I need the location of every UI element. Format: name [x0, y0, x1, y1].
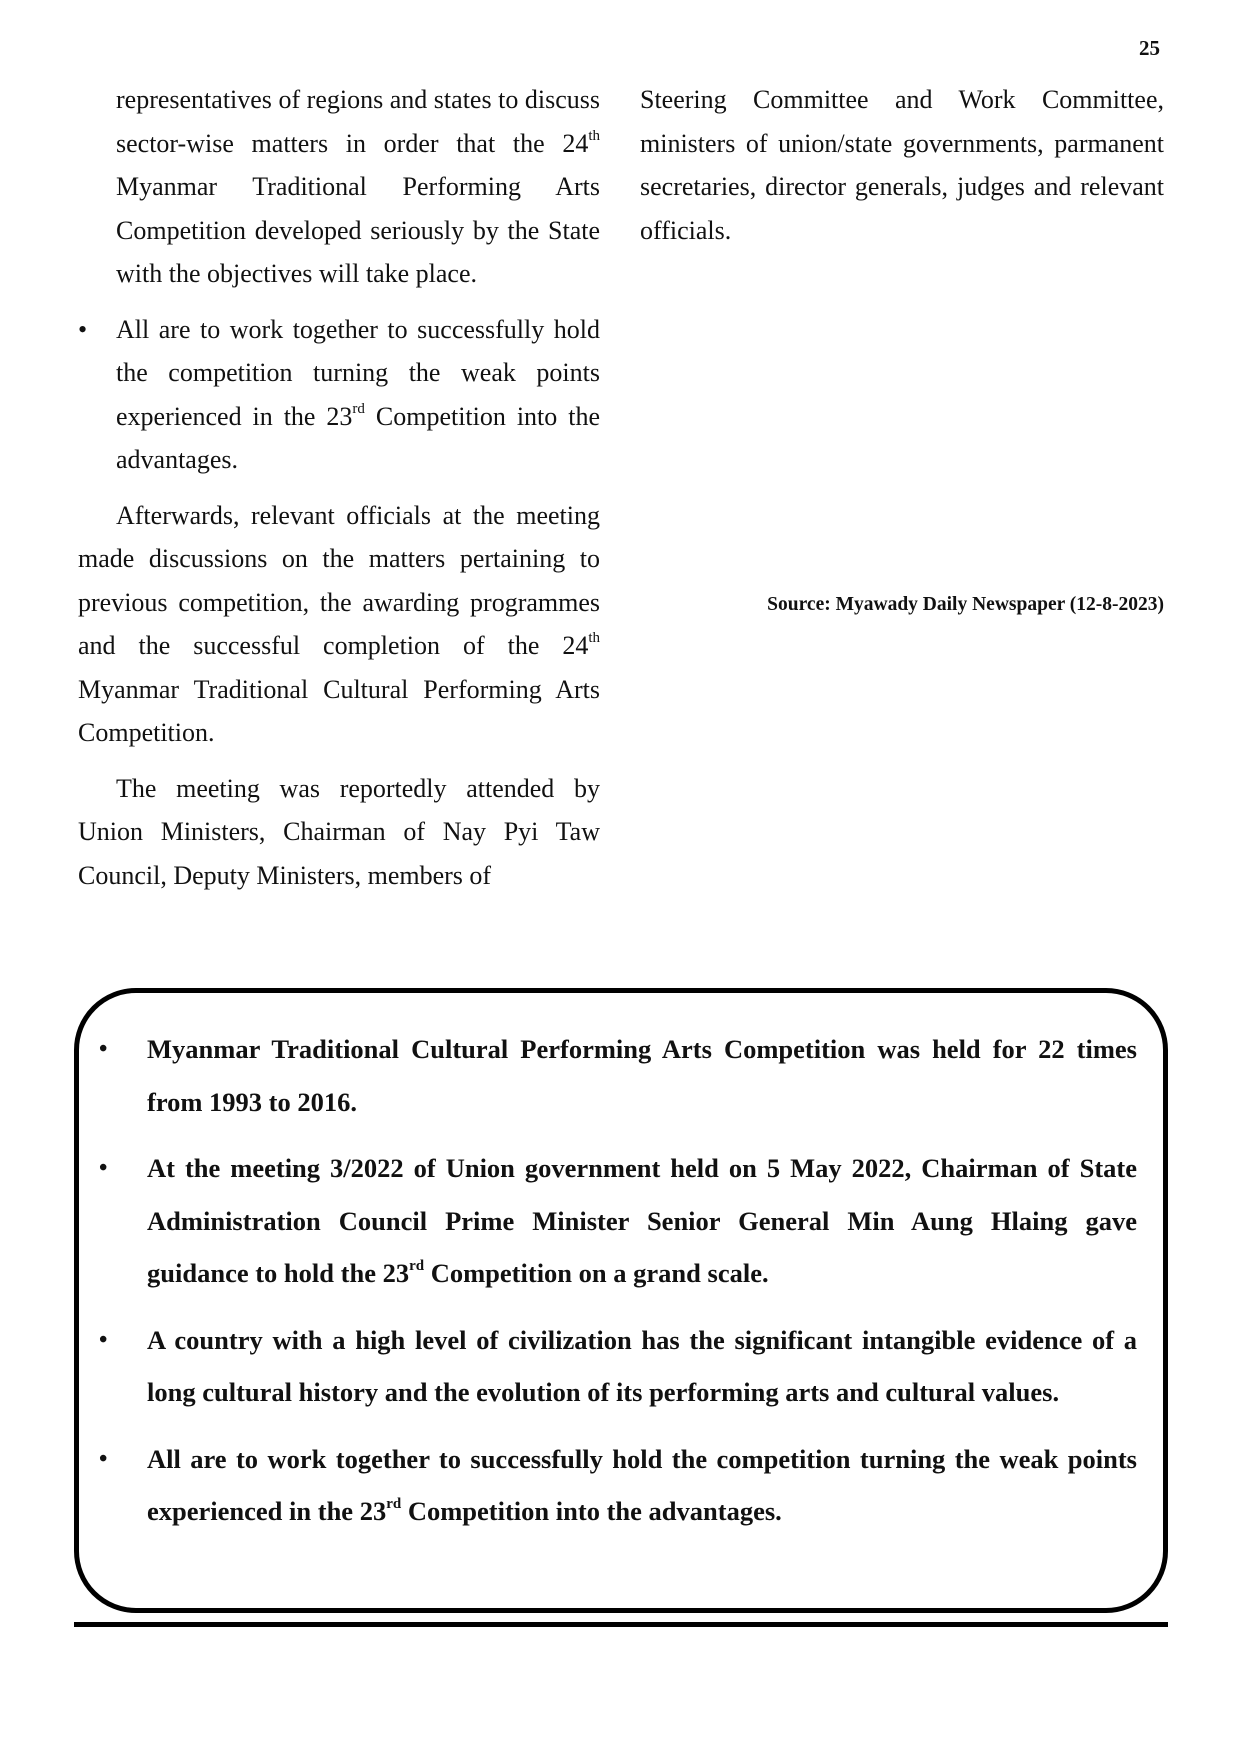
attendance-paragraph: The meeting was reportedly attended by Union Ministers, Chairman of Nay Pyi Taw Council, Deputy Ministers, members of — [78, 773, 600, 890]
bullet-icon: • — [99, 1445, 108, 1472]
afterwards-paragraph — [78, 494, 600, 755]
text-segment: At the meeting 3/2022 of Union government held on 5 May 2022, Chairman of State Administration Council Prime Minister Senior General Min Aung Hlaing gave guidance to hold the 23 — [147, 1153, 1137, 1288]
left-column — [78, 78, 600, 897]
ordinal-suffix: th — [588, 630, 600, 646]
text-segment: Competition on a grand scale. — [424, 1258, 769, 1288]
text-segment: Competition into the advantages. — [116, 401, 600, 474]
text-segment: Competition into the advantages. — [401, 1496, 782, 1526]
text-segment: representatives of regions and states to discuss sector-wise matters in order that the 24 — [116, 85, 600, 158]
bottom-rule — [74, 1622, 1168, 1627]
text-segment: Afterwards, relevant officials at the meeting made discussions on the matters pertaining to previous competition, the awarding programmes and the successful completion of the 24 — [78, 500, 600, 660]
continued-paragraph: Steering Committee and Work Committee, ministers of union/state governments, parmanent secretaries, director generals, judges and relevant officials. — [640, 85, 1164, 245]
summary-item — [97, 1314, 1137, 1419]
bullet-icon: • — [99, 1036, 108, 1062]
summary-item — [97, 1023, 1137, 1128]
text-segment: Myanmar Traditional Cultural Performing Arts Competition. — [78, 674, 600, 747]
bullet-icon: • — [99, 1326, 108, 1353]
ordinal-suffix: rd — [386, 1496, 402, 1512]
summary-list — [97, 1023, 1137, 1552]
text-segment: A country with a high level of civilization has the significant intangible evidence of a long cultural history and the evolution of its performing arts and cultural values. — [147, 1324, 1137, 1407]
ordinal-suffix: th — [588, 127, 600, 144]
continued-paragraph — [116, 78, 600, 296]
summary-box — [74, 988, 1168, 1613]
right-column — [640, 78, 1164, 252]
summary-item — [97, 1142, 1137, 1300]
ordinal-suffix: rd — [352, 400, 365, 417]
text-segment: Myanmar Traditional Cultural Performing Arts Competition was held for 22 times from 1993 to 2016. — [147, 1034, 1137, 1117]
bullet-icon: • — [78, 314, 88, 344]
text-segment: Myanmar Traditional Performing Arts Competition developed seriously by the State with the objectives will take place. — [116, 172, 600, 288]
source-citation: Source: Myawady Daily Newspaper (12-8-2023) — [767, 594, 1164, 615]
bullet-icon: • — [99, 1155, 108, 1181]
ordinal-suffix: rd — [409, 1258, 425, 1274]
text-segment: All are to work together to successfully hold the competition turning the weak points experienced in the 23 — [147, 1443, 1137, 1526]
text-segment: All are to work together to successfully hold the competition turning the weak points experienced in the 23 — [116, 314, 600, 431]
bullet-item — [78, 308, 600, 482]
page-number: 25 — [1139, 36, 1160, 60]
summary-item — [97, 1433, 1137, 1538]
